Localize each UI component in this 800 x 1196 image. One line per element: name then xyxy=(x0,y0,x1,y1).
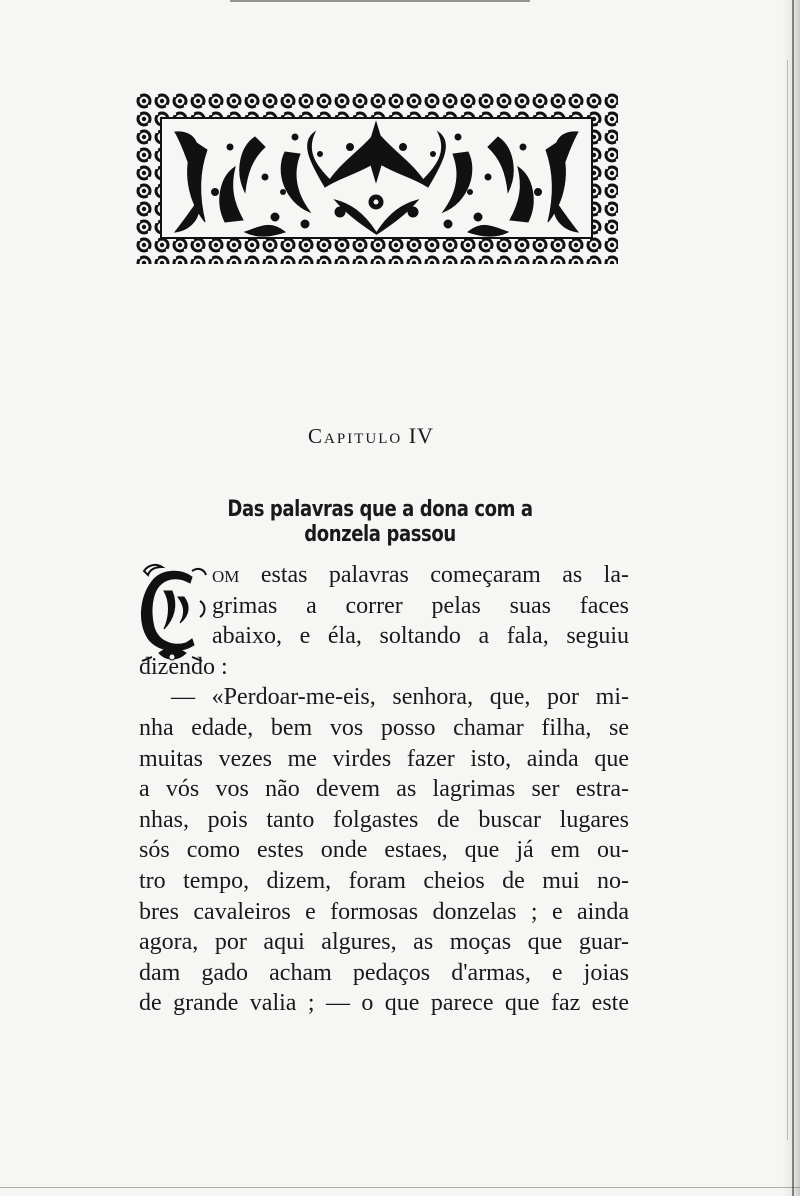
page-top-edge xyxy=(230,0,530,2)
dropcap-letter: C xyxy=(134,561,135,562)
text-line: tro tempo, dizem, foram cheios de mui no- xyxy=(139,867,629,894)
text-line: dam gado acham pedaços d'armas, e joias xyxy=(139,959,629,986)
page-edge-shadow xyxy=(782,0,800,1196)
chapter-subtitle: Das palavras que a dona com a donzela passou xyxy=(227,497,533,547)
page-edge-line-inner xyxy=(787,60,788,1140)
ornamental-headpiece xyxy=(135,92,618,264)
body-text xyxy=(139,560,629,1019)
text-line: om estas palavras começaram as la- xyxy=(212,562,629,588)
text-line: bres cavaleiros e formosas donzelas ; e ainda xyxy=(139,898,629,925)
page-bottom-edge xyxy=(0,1187,800,1188)
text-line: muitas vezes me virdes fazer isto, ainda que xyxy=(139,745,629,772)
chapter-prefix: Capitulo xyxy=(308,424,403,448)
page-edge-line xyxy=(792,0,794,1196)
text-line: agora, por aqui algures, as moças que guar- xyxy=(139,929,629,956)
text-line: a vós vos não devem as lagrimas ser estra- xyxy=(139,776,629,803)
text-line: nhas, pois tanto folgastes de buscar lugares xyxy=(139,806,629,833)
text-line: nha edade, bem vos posso chamar filha, se xyxy=(139,714,629,741)
text-line: sós como estes onde estaes, que já em ou- xyxy=(139,837,629,864)
first-word-rest: om xyxy=(212,562,240,588)
chapter-number: IV xyxy=(408,423,434,448)
text-line: — «Perdoar-me-eis, senhora, que, por mi- xyxy=(171,684,629,711)
text-line: grimas a correr pelas suas faces xyxy=(212,592,629,619)
chapter-heading xyxy=(0,423,742,449)
text-line: abaixo, e éla, soltando a fala, seguiu xyxy=(212,623,629,650)
text-line: dizendo : xyxy=(139,653,228,680)
text-line: de grande valia ; — o que parece que faz este xyxy=(139,990,629,1017)
